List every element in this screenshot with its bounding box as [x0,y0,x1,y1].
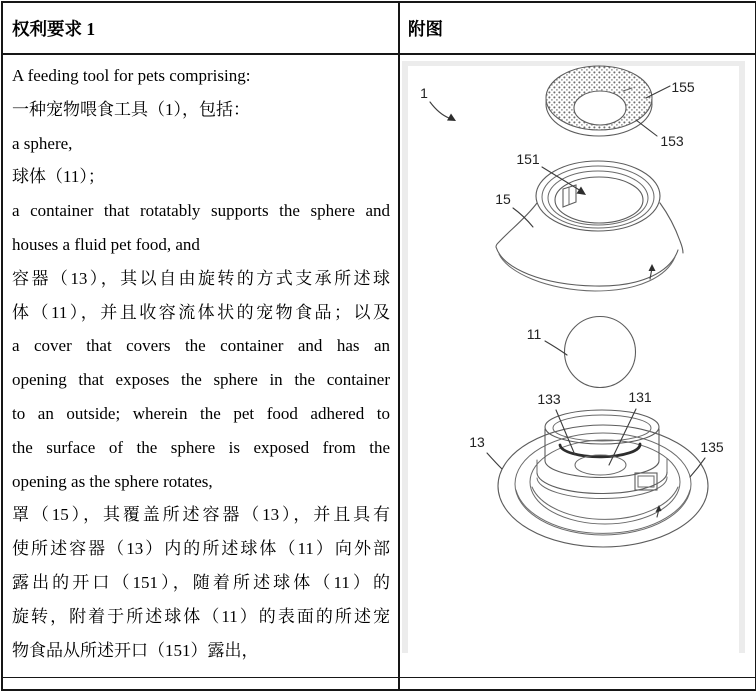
claim-line: houses a fluid pet food, and [12,234,200,254]
claim-line: a cover that covers the container and has an [12,336,390,356]
claim-line: a sphere, [12,133,73,153]
empty-footer-cell-right [400,678,755,689]
empty-footer-cell-left [3,678,400,689]
figure-label-133: 133 [537,391,561,407]
claim-line: the surface of the sphere is exposed from the [12,437,390,457]
claim-line: 体（11），并且收容流体状的宠物食品；以及 [12,302,390,322]
claim-line: 物食品从所述开口（151）露出， [12,640,259,660]
claim-chart-table [1,1,756,691]
figure-label-153: 153 [660,133,684,149]
figure-label-15: 15 [495,191,511,207]
figure-part-container [498,410,708,547]
leader-13 [487,453,502,469]
figure-label-1: 1 [420,85,428,101]
claim-line: 露出的开口（151），随着所述球体（11）的 [12,572,390,592]
leader-131 [609,409,636,465]
claim-line: a container that rotatably supports the sphere and [12,201,390,221]
figure-label-11: 11 [526,326,542,342]
claim-line: opening as the sphere rotates, [12,471,213,491]
claim-text-cell [3,55,400,678]
claim-header-cell [3,3,400,55]
figure-label-135: 135 [700,439,724,455]
figure-label-13: 13 [469,434,485,450]
figure-label-151: 151 [516,151,540,167]
leader-133 [556,410,575,455]
opening-arrowhead [577,187,587,196]
figure-cell [400,55,755,678]
claim-line: 使所述容器（13）内的所述球体（11）向外部 [12,539,390,559]
claim-line: A feeding tool for pets comprising: [12,66,251,85]
claim-title: 权利要求 1 [12,18,96,39]
figure-part-cover [496,161,683,291]
figure-part-brush-ring [546,66,652,136]
claim-line: to an outside; wherein the pet food adhered to [12,403,390,423]
figure-label-155: 155 [671,79,695,95]
figure-header-cell [400,3,755,55]
claim-line: 旋转，附着于所述球体（11）的表面的所述宠 [12,606,390,626]
claim-line: 一种宠物喂食工具（1），包括： [12,99,250,119]
leader-153 [636,120,657,136]
figure-part-sphere [565,317,636,388]
figure-title: 附图 [408,18,443,39]
assembly-arrow [430,102,449,118]
claim-line: 容器（13），其以自由旋转的方式支承所述球 [12,268,390,288]
claim-line: opening that exposes the sphere in the container [12,370,390,390]
figure-label-131: 131 [628,389,652,405]
leader-11 [545,341,567,355]
patent-figure-svg [403,61,753,659]
claim-line: 罩（15），其覆盖所述容器（13），并且具有 [12,505,390,525]
claim-line: 球体（11）； [12,167,105,187]
